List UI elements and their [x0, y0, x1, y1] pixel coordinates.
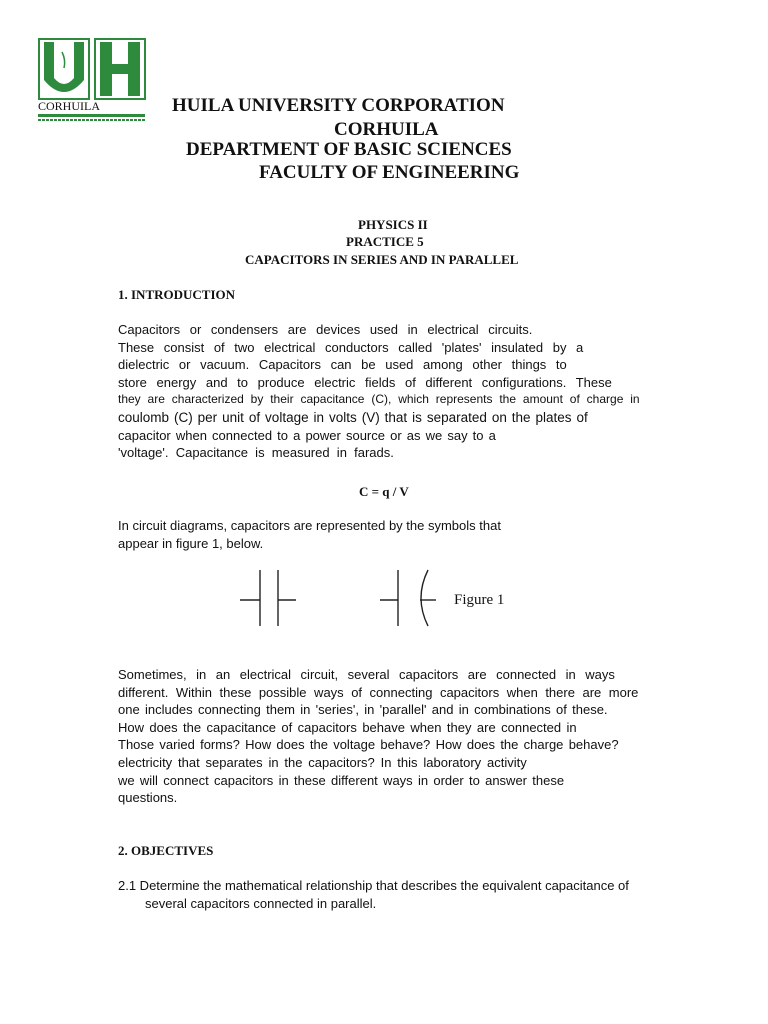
- paragraph-line: electricity that separates in the capacitors? In this laboratory activity: [118, 754, 527, 770]
- logo-name: CORHUILA: [38, 99, 100, 113]
- connections-paragraph: [118, 666, 638, 807]
- header-university: HUILA UNIVERSITY CORPORATION: [172, 95, 505, 116]
- practice-number: PRACTICE 5: [346, 234, 424, 249]
- paragraph-line: different. Within these possible ways of connecting capacitors when there are more: [118, 684, 639, 700]
- paragraph-line: questions.: [118, 790, 178, 806]
- logo-tagline-stripe: [38, 119, 145, 121]
- paragraph-line: coulomb (C) per unit of voltage in volts (V) that is separated on the plates of: [118, 409, 588, 425]
- paragraph-line: one includes connecting them in 'series', in 'parallel' and in combinations of these.: [118, 702, 608, 718]
- capacitor-symbol-icon: [240, 570, 296, 626]
- paragraph-line: How does the capacitance of capacitors behave when they are connected in: [118, 719, 577, 735]
- paragraph-line: In circuit diagrams, capacitors are represented by the symbols that: [118, 518, 501, 533]
- capacitance-formula: C = q / V: [359, 484, 409, 499]
- objective-item: [118, 877, 660, 913]
- paragraph-line: dielectric or vacuum. Capacitors can be used among other things to: [118, 357, 567, 373]
- practice-topic: CAPACITORS IN SERIES AND IN PARALLEL: [245, 252, 519, 267]
- introduction-heading: 1. INTRODUCTION: [118, 287, 236, 302]
- paragraph-line: Those varied forms? How does the voltage behave? How does the charge behave?: [118, 737, 619, 753]
- course-title: PHYSICS II: [358, 217, 428, 232]
- header-department: DEPARTMENT OF BASIC SCIENCES: [186, 139, 512, 160]
- paragraph-line: store energy and to produce electric fields of different configurations. These: [118, 374, 612, 390]
- objective-line: 2.1 Determine the mathematical relationship that describes the equivalent capacitance of: [118, 878, 629, 893]
- paragraph-line: capacitor when connected to a power source or as we say to a: [118, 427, 496, 443]
- objective-line: several capacitors connected in parallel.: [145, 896, 377, 911]
- objectives-heading: 2. OBJECTIVES: [118, 843, 214, 858]
- corhuila-logo: [38, 38, 146, 100]
- paragraph-line: Capacitors or condensers are devices used in electrical circuits.: [118, 322, 533, 337]
- logo-divider: [38, 114, 145, 117]
- header-faculty: FACULTY OF ENGINEERING: [259, 162, 520, 183]
- introduction-paragraph: [118, 321, 640, 462]
- paragraph-line: they are characterized by their capacitance (C), which represents the amount of charge in: [118, 392, 640, 407]
- circuit-symbols-paragraph: [118, 517, 501, 552]
- paragraph-line: appear in figure 1, below.: [118, 535, 264, 551]
- paragraph-line: These consist of two electrical conductors called 'plates' insulated by a: [118, 339, 584, 355]
- figure-caption: Figure 1: [454, 592, 505, 608]
- paragraph-line: we will connect capacitors in these different ways in order to answer these: [118, 772, 565, 788]
- header-acronym: CORHUILA: [334, 119, 439, 140]
- paragraph-line: 'voltage'. Capacitance is measured in farads.: [118, 445, 394, 461]
- polarized-capacitor-symbol-icon: [380, 570, 436, 626]
- paragraph-line: Sometimes, in an electrical circuit, several capacitors are connected in ways: [118, 667, 615, 682]
